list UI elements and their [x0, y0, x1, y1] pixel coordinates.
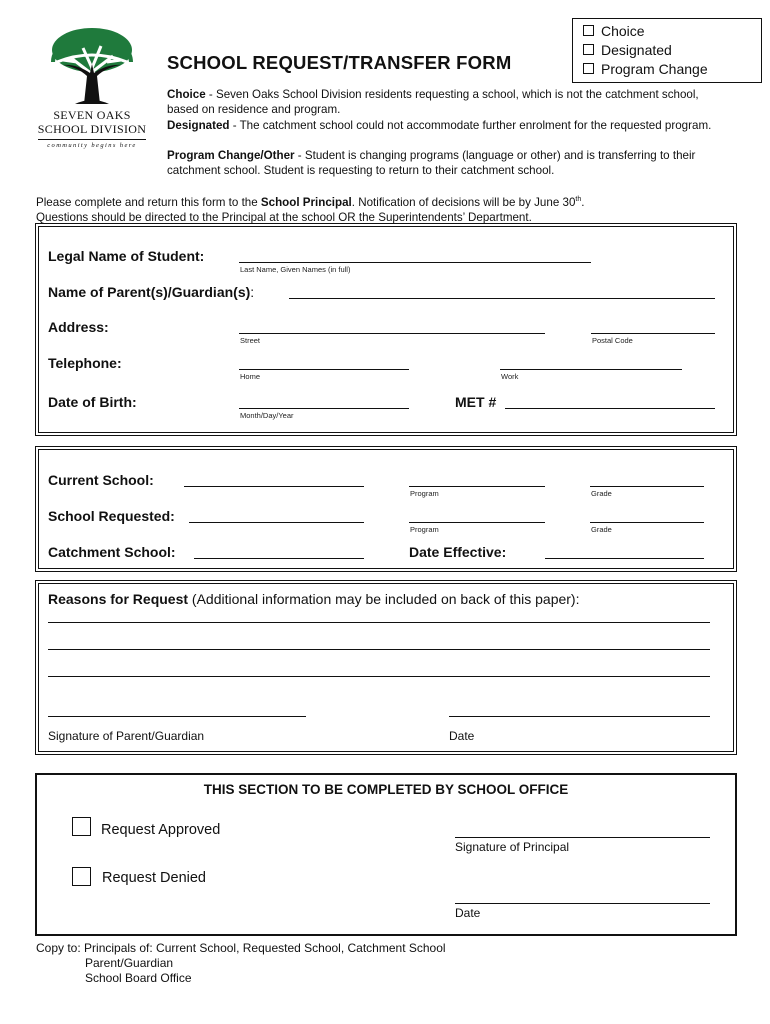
- parent-signature-label: Signature of Parent/Guardian: [48, 729, 205, 743]
- office-section: [35, 773, 737, 936]
- oak-tree-icon: [37, 18, 147, 104]
- date-effective-field[interactable]: [545, 558, 704, 559]
- copy-to-line1: Copy to: Principals of: Current School, Requested School, Catchment School: [36, 941, 446, 955]
- requested-program-hint: Program: [410, 525, 439, 534]
- option-program-change[interactable]: [583, 61, 708, 77]
- option-choice-label: Choice: [601, 23, 645, 39]
- definition-choice: [167, 87, 727, 117]
- instructions-part2: . Notification of decisions will be by June 30: [351, 195, 576, 209]
- catchment-school-label: Catchment School:: [48, 544, 176, 560]
- current-program-hint: Program: [410, 489, 439, 498]
- legal-name-label: Legal Name of Student:: [48, 248, 205, 264]
- telephone-label: Telephone:: [48, 355, 122, 371]
- option-choice[interactable]: [583, 23, 645, 39]
- reasons-line-3[interactable]: [48, 676, 710, 677]
- logo-tagline: community begins here: [47, 142, 137, 149]
- principal-signature-label: Signature of Principal: [455, 840, 570, 854]
- definition-program-change-term: Program Change/Other: [167, 149, 295, 162]
- definition-designated: [167, 118, 727, 133]
- office-date-field[interactable]: [455, 903, 710, 904]
- postal-code-field[interactable]: [591, 333, 715, 334]
- choice-checkbox[interactable]: [583, 25, 594, 36]
- request-type-box: [572, 18, 762, 83]
- reasons-label-rest: (Additional information may be included on back of this paper):: [188, 591, 580, 607]
- legal-name-field[interactable]: [239, 262, 591, 263]
- definition-program-change-text: - Student is changing programs (language or other) and is transferring to their catchment school. Student is requesting to return to their catchment school.: [167, 149, 696, 177]
- current-program-field[interactable]: [409, 486, 545, 487]
- catchment-school-field[interactable]: [194, 558, 364, 559]
- address-label: Address:: [48, 319, 109, 335]
- requested-school-label: School Requested:: [48, 508, 175, 524]
- division-logo: [36, 18, 148, 158]
- option-program-change-label: Program Change: [601, 61, 708, 77]
- parent-signature-field[interactable]: [48, 716, 306, 717]
- definition-choice-term: Choice: [167, 88, 206, 101]
- legal-name-hint: Last Name, Given Names (in full): [240, 265, 351, 274]
- parent-date-label: Date: [449, 729, 475, 743]
- instructions-sup: th: [575, 196, 582, 203]
- option-designated[interactable]: [583, 42, 672, 58]
- logo-divider: [38, 139, 146, 140]
- dob-label: Date of Birth:: [48, 394, 137, 410]
- parent-label: [48, 284, 254, 300]
- requested-program-field[interactable]: [409, 522, 545, 523]
- street-hint: Street: [240, 336, 261, 345]
- request-approved-label: Request Approved: [101, 822, 221, 838]
- met-field[interactable]: [505, 408, 715, 409]
- designated-checkbox[interactable]: [583, 44, 594, 55]
- logo-name-line1: SEVEN OAKS: [53, 108, 131, 122]
- parent-name-field[interactable]: [289, 298, 715, 299]
- reasons-line-2[interactable]: [48, 649, 710, 650]
- current-school-label: Current School:: [48, 472, 154, 488]
- office-date-label: Date: [455, 906, 481, 920]
- home-phone-field[interactable]: [239, 369, 409, 370]
- option-designated-label: Designated: [601, 42, 672, 58]
- instructions: [36, 192, 756, 225]
- reasons-inner-border: [38, 583, 734, 752]
- instructions-part1: Please complete and return this form to the: [36, 195, 261, 209]
- office-section-title: THIS SECTION TO BE COMPLETED BY SCHOOL OFFICE: [203, 782, 569, 797]
- parent-label-text: Name of Parent(s)/Guardian(s): [48, 284, 251, 300]
- current-school-field[interactable]: [184, 486, 364, 487]
- definition-designated-text: - The catchment school could not accommodate further enrolment for the requested program.: [229, 119, 712, 132]
- requested-grade-hint: Grade: [591, 525, 612, 534]
- parent-label-colon: :: [250, 284, 255, 300]
- postal-code-hint: Postal Code: [592, 336, 633, 345]
- home-phone-hint: Home: [240, 372, 261, 381]
- reasons-line-1[interactable]: [48, 622, 710, 623]
- requested-school-field[interactable]: [189, 522, 364, 523]
- dob-field[interactable]: [239, 408, 409, 409]
- street-field[interactable]: [239, 333, 545, 334]
- work-phone-hint: Work: [501, 372, 519, 381]
- current-grade-hint: Grade: [591, 489, 612, 498]
- definition-designated-term: Designated: [167, 119, 230, 132]
- met-label: MET #: [455, 394, 497, 410]
- dob-hint: Month/Day/Year: [240, 411, 294, 420]
- form-title: SCHOOL REQUEST/TRANSFER FORM: [167, 52, 512, 73]
- instructions-principal: School Principal: [260, 195, 352, 209]
- instructions-line2: Questions should be directed to the Principal at the school OR the Superintendents’ Department.: [36, 210, 532, 224]
- definition-program-change: [167, 148, 727, 178]
- instructions-part3: .: [581, 195, 585, 209]
- reasons-label-bold: Reasons for Request: [48, 591, 189, 607]
- definition-choice-text: - Seven Oaks School Division residents requesting a school, which is not the catchment school, based on residence and program.: [167, 88, 699, 116]
- program-change-checkbox[interactable]: [583, 63, 594, 74]
- logo-name-line2: SCHOOL DIVISION: [37, 122, 147, 136]
- request-denied-checkbox[interactable]: [72, 867, 91, 886]
- principal-signature-field[interactable]: [455, 837, 710, 838]
- parent-date-field[interactable]: [449, 716, 710, 717]
- copy-to-line3: School Board Office: [85, 971, 192, 985]
- date-effective-label: Date Effective:: [409, 544, 507, 560]
- request-approved-checkbox[interactable]: [72, 817, 91, 836]
- requested-grade-field[interactable]: [590, 522, 704, 523]
- work-phone-field[interactable]: [500, 369, 682, 370]
- reasons-label: [48, 591, 580, 607]
- copy-to-line2: Parent/Guardian: [85, 956, 174, 970]
- current-grade-field[interactable]: [590, 486, 704, 487]
- request-denied-label: Request Denied: [102, 870, 206, 886]
